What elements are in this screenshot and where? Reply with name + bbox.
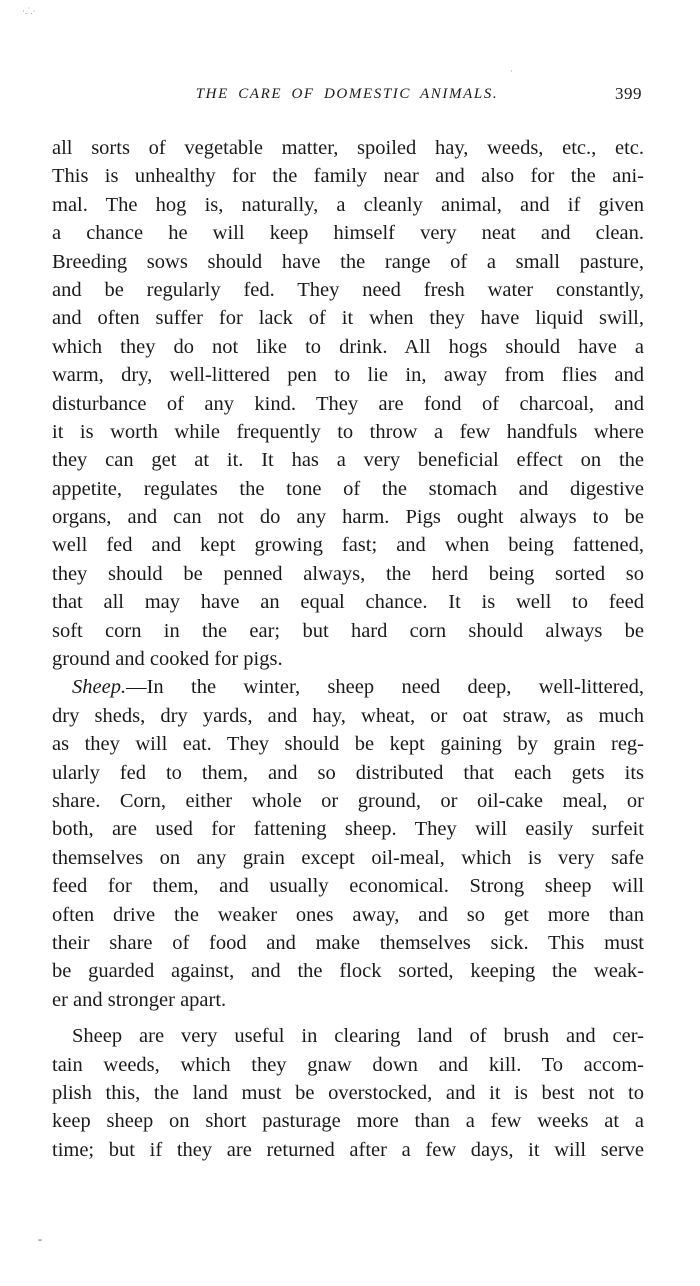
text-line: tain weeds, which they gnaw down and kill. To accom- (52, 1053, 644, 1076)
paragraph-clearing-land (52, 1022, 644, 1164)
text-line: be guarded against, and the flock sorted, keeping the weak- (52, 960, 644, 983)
text-line: they can get at it. It has a very beneficial effect on the (52, 449, 644, 472)
text-line: keep sheep on short pasturage more than a few weeks at a (52, 1110, 644, 1133)
text-line: a chance he will keep himself very neat and clean. (52, 222, 644, 245)
text-line: soft corn in the ear; but hard corn should always be (52, 619, 644, 642)
text-line: that all may have an equal chance. It is well to feed (52, 591, 644, 614)
text-line: often drive the weaker ones away, and so get more than (52, 903, 644, 926)
text-line: appetite, regulates the tone of the stomach and digestive (52, 477, 644, 500)
paragraph-hogs (52, 134, 644, 673)
section-lead-word: Sheep. (72, 676, 127, 699)
paper-speck-mark: - (38, 1232, 42, 1246)
text-line-rest: —In the winter, sheep need deep, well-littered, (126, 676, 644, 699)
text-line: disturbance of any kind. They are fond of charcoal, and (52, 392, 644, 415)
text-line: well fed and kept growing fast; and when being fattened, (52, 534, 644, 557)
paragraph-gap (52, 1014, 644, 1022)
text-line: warm, dry, well-littered pen to lie in, away from flies and (52, 364, 644, 387)
running-head (52, 86, 642, 110)
text-line: which they do not like to drink. All hogs should have a (52, 335, 644, 358)
paper-speck-mark: · (510, 66, 513, 76)
text-line: themselves on any grain except oil-meal, which is very safe (52, 846, 644, 869)
text-line: ularly fed to them, and so distributed that each gets its (52, 761, 644, 784)
text-line: mal. The hog is, naturally, a cleanly animal, and if given (52, 193, 644, 216)
page-number: 399 (615, 84, 642, 103)
paper-speck-mark: ·.˙.· (22, 6, 36, 16)
text-line: and be regularly fed. They need fresh water constantly, (52, 278, 644, 301)
paragraph-sheep (52, 673, 644, 1014)
text-line: Breeding sows should have the range of a small pasture, (52, 250, 644, 273)
text-line: Sheep are very useful in clearing land of brush and cer- (72, 1025, 644, 1048)
text-line: This is unhealthy for the family near and also for the ani- (52, 165, 644, 188)
text-line: it is worth while frequently to throw a few handfuls where (52, 420, 644, 443)
text-line: time; but if they are returned after a few days, it will serve (52, 1138, 644, 1161)
body-text (52, 134, 644, 1164)
text-line: ground and cooked for pigs. (52, 648, 283, 671)
text-line: all sorts of vegetable matter, spoiled hay, weeds, etc., etc. (52, 137, 644, 159)
text-line: dry sheds, dry yards, and hay, wheat, or oat straw, as much (52, 704, 644, 727)
text-line: organs, and can not do any harm. Pigs ought always to be (52, 506, 644, 529)
text-line-with-heading (52, 673, 644, 701)
text-line: their share of food and make themselves sick. This must (52, 931, 644, 954)
text-line: er and stronger apart. (52, 988, 227, 1011)
text-line: feed for them, and usually economical. Strong sheep will (52, 875, 644, 898)
text-line: share. Corn, either whole or ground, or oil-cake meal, or (52, 789, 644, 812)
text-line: plish this, the land must be overstocked, and it is best not to (52, 1081, 644, 1104)
text-line: and often suffer for lack of it when they have liquid swill, (52, 307, 644, 330)
running-title: THE CARE OF DOMESTIC ANIMALS. (195, 86, 499, 102)
text-line: they should be penned always, the herd being sorted so (52, 562, 644, 585)
text-line: both, are used for fattening sheep. They will easily surfeit (52, 818, 644, 841)
text-line: as they will eat. They should be kept gaining by grain reg- (52, 733, 644, 756)
